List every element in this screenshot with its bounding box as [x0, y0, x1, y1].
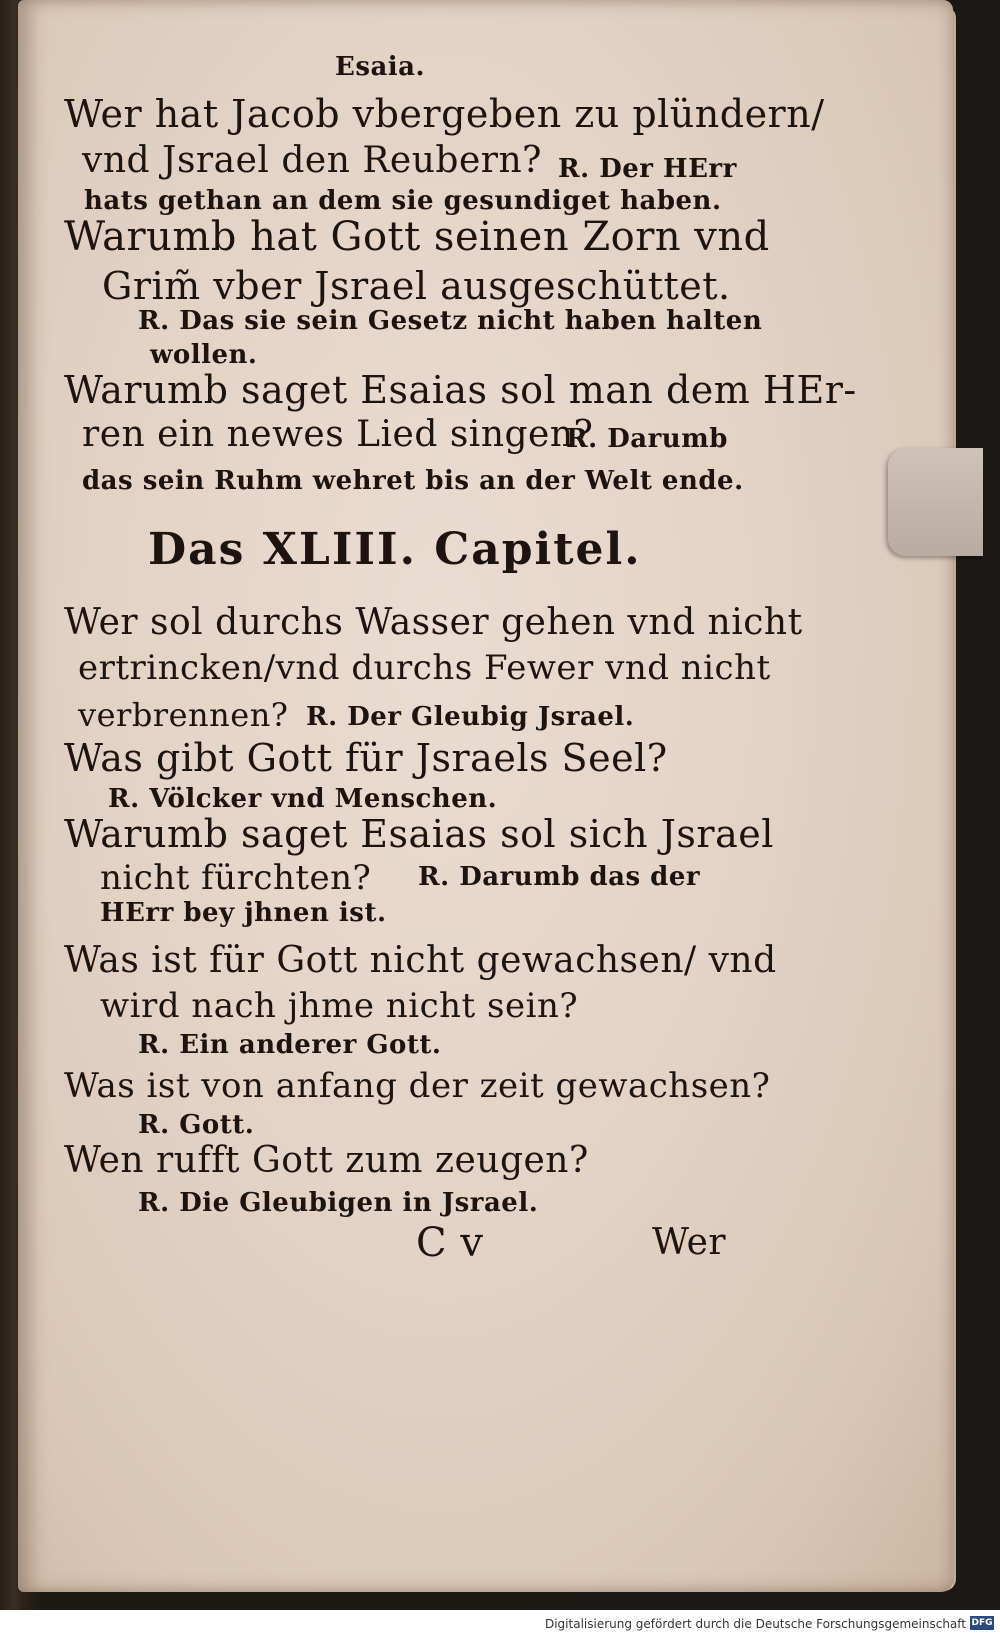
text-line-4: Warumb hat Gott seinen Zorn vnd: [64, 214, 770, 260]
footer-credit: Digitalisierung gefördert durch die Deutsche Forschungsgemeinschaft: [544, 1617, 966, 1631]
chapter-title: Das XLIII. Capitel.: [148, 524, 642, 575]
text-line-11: Was gibt Gott für Jsraels Seel?: [64, 736, 668, 780]
text-line-5: Grim̃ vber Jsrael ausgeschüttet.: [102, 264, 731, 308]
answer-3b: das sein Ruhm wehret bis an der Welt ende.: [82, 466, 744, 496]
answer-2: R. Das sie sein Gesetz nicht haben halten: [138, 306, 763, 336]
answer-8: R. Gott.: [138, 1110, 255, 1140]
text-line-8: Wer sol durchs Wasser gehen vnd nicht: [64, 602, 803, 643]
text-line-10: verbrennen?: [78, 696, 289, 734]
answer-5: R. Völcker vnd Menschen.: [108, 784, 498, 814]
catchword: Wer: [652, 1222, 727, 1263]
text-line-14: Was ist für Gott nicht gewachsen/ vnd: [64, 940, 777, 981]
dfg-logo: DFG: [971, 1618, 993, 1628]
text-line-3: hats gethan an dem sie gesundiget haben.: [84, 186, 722, 216]
text-line-1: Wer hat Jacob vbergeben zu plündern/: [64, 92, 825, 136]
signature-mark: C v: [416, 1220, 484, 1266]
answer-2b: wollen.: [150, 340, 258, 370]
running-head: Esaia.: [335, 52, 426, 82]
text-line-6: Warumb saget Esaias sol man dem HEr-: [64, 368, 857, 412]
text-line-9: ertrincken/vnd durchs Fewer vnd nicht: [78, 648, 771, 688]
text-line-12: Warumb saget Esaias sol sich Jsrael: [64, 812, 774, 856]
answer-4: R. Der Gleubig Jsrael.: [306, 702, 635, 732]
text-line-17: Wen rufft Gott zum zeugen?: [64, 1140, 589, 1181]
text-line-7: ren ein newes Lied singen?: [82, 414, 594, 455]
text-line-2: vnd Jsrael den Reubern?: [82, 140, 542, 181]
answer-6b: HErr bey jhnen ist.: [100, 898, 387, 928]
answer-7: R. Ein anderer Gott.: [138, 1030, 442, 1060]
answer-3a: R. Darumb: [566, 424, 728, 454]
text-line-15: wird nach jhme nicht sein?: [100, 986, 579, 1026]
answer-1a: R. Der HErr: [558, 154, 737, 184]
answer-9: R. Die Gleubigen in Jsrael.: [138, 1188, 539, 1218]
answer-6a: R. Darumb das der: [418, 862, 701, 892]
text-line-13: nicht fürchten?: [100, 858, 372, 898]
text-line-16: Was ist von anfang der zeit gewachsen?: [64, 1066, 771, 1106]
